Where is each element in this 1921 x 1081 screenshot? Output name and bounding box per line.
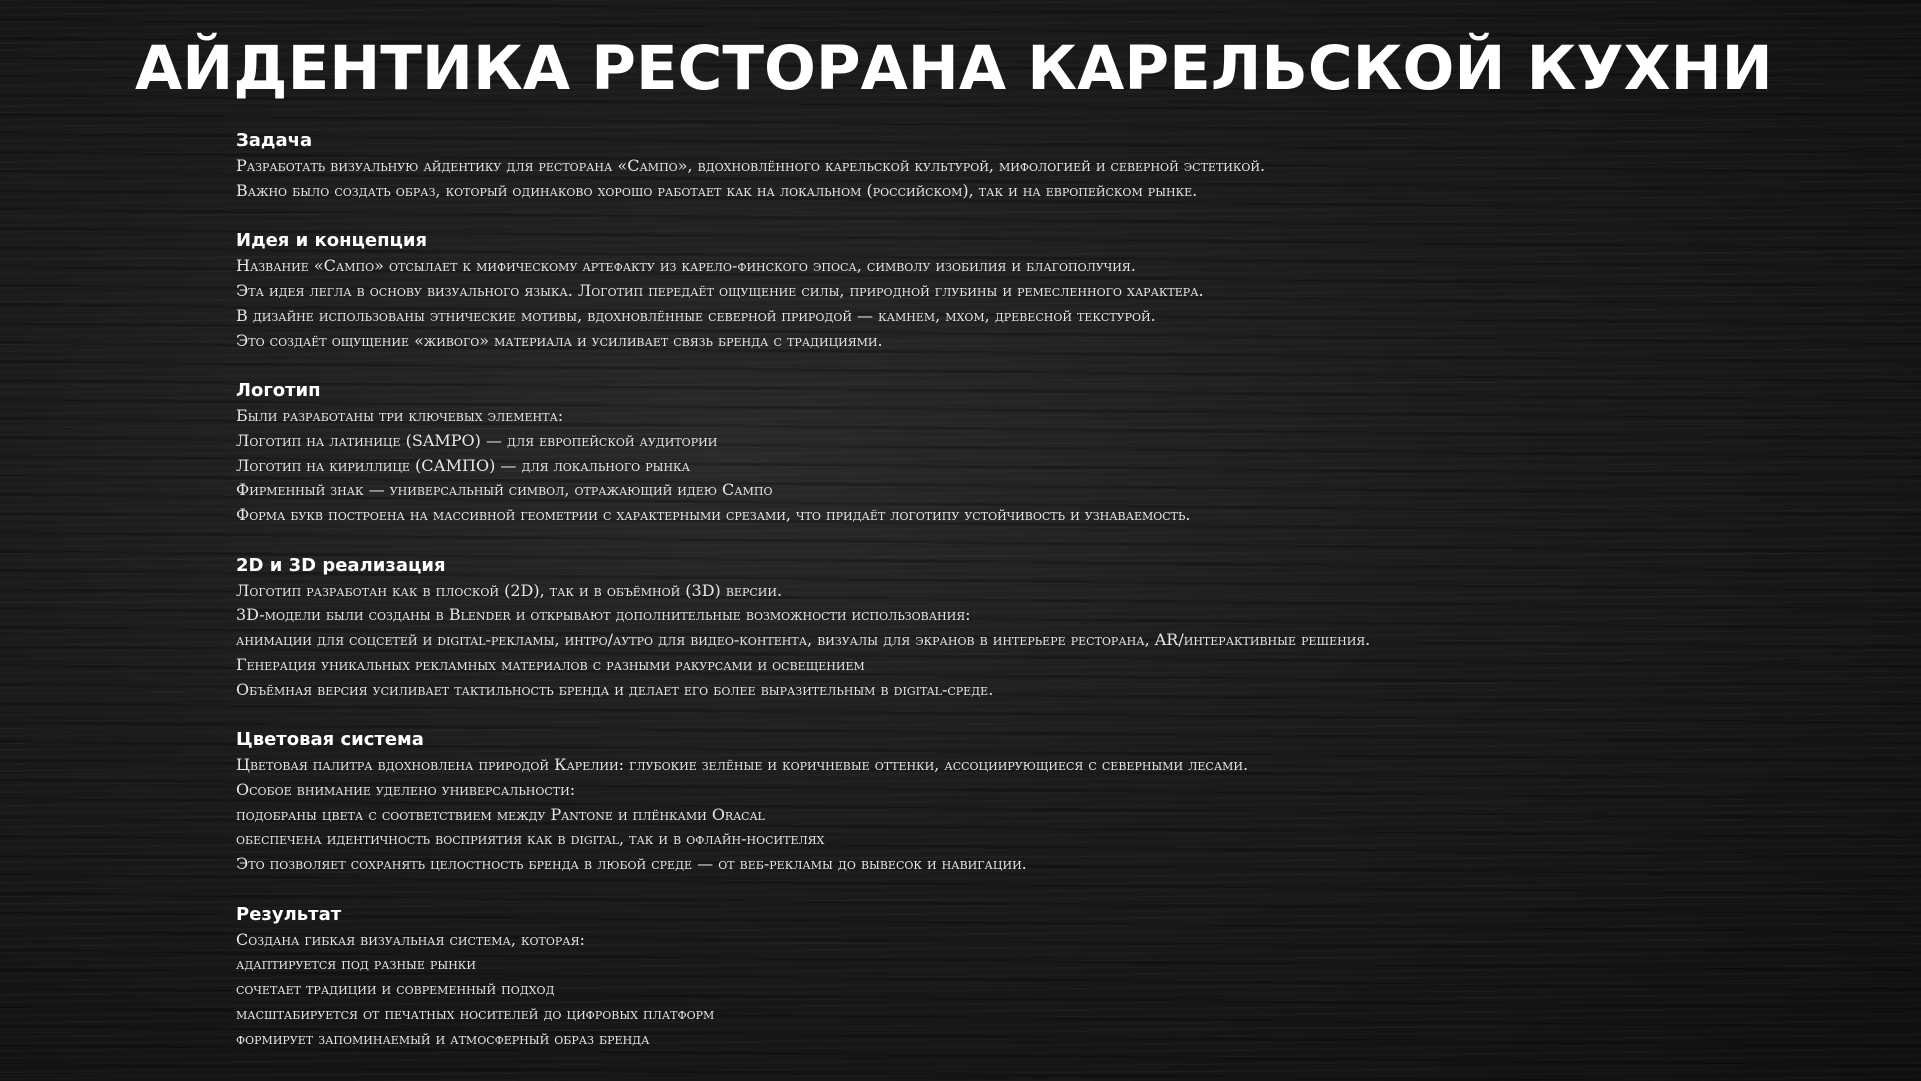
section-color-system <box>236 727 1876 877</box>
page-title: АЙДЕНТИКА РЕСТОРАНА КАРЕЛЬСКОЙ КУХНИ <box>135 33 1773 104</box>
body-line: подобраны цвета с соответствием между Pantone и плёнками Oracal <box>236 804 765 824</box>
body-line: адаптируется под разные рынки <box>236 954 476 974</box>
body-line: Объёмная версия усиливает тактильность бренда и делает его более выразительным в digital-среде. <box>236 679 994 699</box>
section-result <box>236 902 1876 1052</box>
section-heading: Задача <box>236 130 313 151</box>
body-line: сочетает традиции и современный подход <box>236 979 555 999</box>
body-line: Особое внимание уделено универсальности: <box>236 779 576 799</box>
body-line: 3D-модели были созданы в Blender и открывают дополнительные возможности использования: <box>236 605 971 625</box>
section-2d-3d <box>236 553 1876 703</box>
content-body <box>236 128 1876 1076</box>
body-line: В дизайне использованы этнические мотивы, вдохновлённые северной природой — камнем, мхом, древесной текстурой. <box>236 305 1156 325</box>
body-line: Генерация уникальных рекламных материалов с разными ракурсами и освещением <box>236 654 865 674</box>
body-line: Разработать визуальную айдентику для ресторана «Сампо», вдохновлённого карельской культурой, мифологией и северной эстетикой. <box>236 156 1266 175</box>
body-line: формирует запоминаемый и атмосферный образ бренда <box>236 1028 650 1048</box>
body-line: Были разработаны три ключевых элемента: <box>236 406 564 426</box>
body-line: Цветовая палитра вдохновлена природой Карелии: глубокие зелёные и коричневые оттенки, ассоциирующиеся с северными лесами. <box>236 755 1249 775</box>
body-line: Логотип на латинице (SAMPO) — для европейской аудитории <box>236 430 718 450</box>
body-line: Это создаёт ощущение «живого» материала и усиливает связь бренда с традициями. <box>236 330 883 350</box>
section-heading: Цветовая система <box>236 729 424 751</box>
section-heading: Результат <box>236 903 342 925</box>
section-heading: Логотип <box>236 380 321 402</box>
body-line: Фирменный знак — универсальный символ, отражающий идею Сампо <box>236 480 773 500</box>
body-line: масштабируется от печатных носителей до цифровых платформ <box>236 1003 715 1023</box>
body-line: Это позволяет сохранять целостность бренда в любой среде — от веб-рекламы до вывесок и навигации. <box>236 854 1027 874</box>
body-line: Форма букв построена на массивной геометрии с характерными срезами, что придаёт логотипу устойчивость и узнаваемость. <box>236 505 1191 525</box>
section-heading: Идея и концепция <box>236 230 428 252</box>
section-logo <box>236 378 1876 528</box>
section-task <box>236 128 1876 203</box>
body-line: Название «Сампо» отсылает к мифическому артефакту из карело-финского эпоса, символу изобилия и благополучия. <box>236 256 1136 276</box>
body-line: анимации для соцсетей и digital-рекламы, интро/аутро для видео-контента, визуалы для экранов в интерьере ресторана, AR/интерактивные решения. <box>236 630 1371 650</box>
body-line: Важно было создать образ, который одинаково хорошо работает как на локальном (российском), так и на европейском рынке. <box>236 180 1198 200</box>
body-line: Эта идея легла в основу визуального языка. Логотип передаёт ощущение силы, природной глубины и ремесленного характера. <box>236 281 1204 301</box>
section-heading: 2D и 3D реализация <box>236 554 446 576</box>
body-line: Создана гибкая визуальная система, которая: <box>236 929 585 949</box>
section-idea <box>236 228 1876 353</box>
body-line: обеспечена идентичность восприятия как в digital, так и в офлайн-носителях <box>236 829 825 849</box>
body-line: Логотип на кириллице (САМПО) — для локального рынка <box>236 455 690 475</box>
body-line: Логотип разработан как в плоской (2D), так и в объёмной (3D) версии. <box>236 580 783 600</box>
